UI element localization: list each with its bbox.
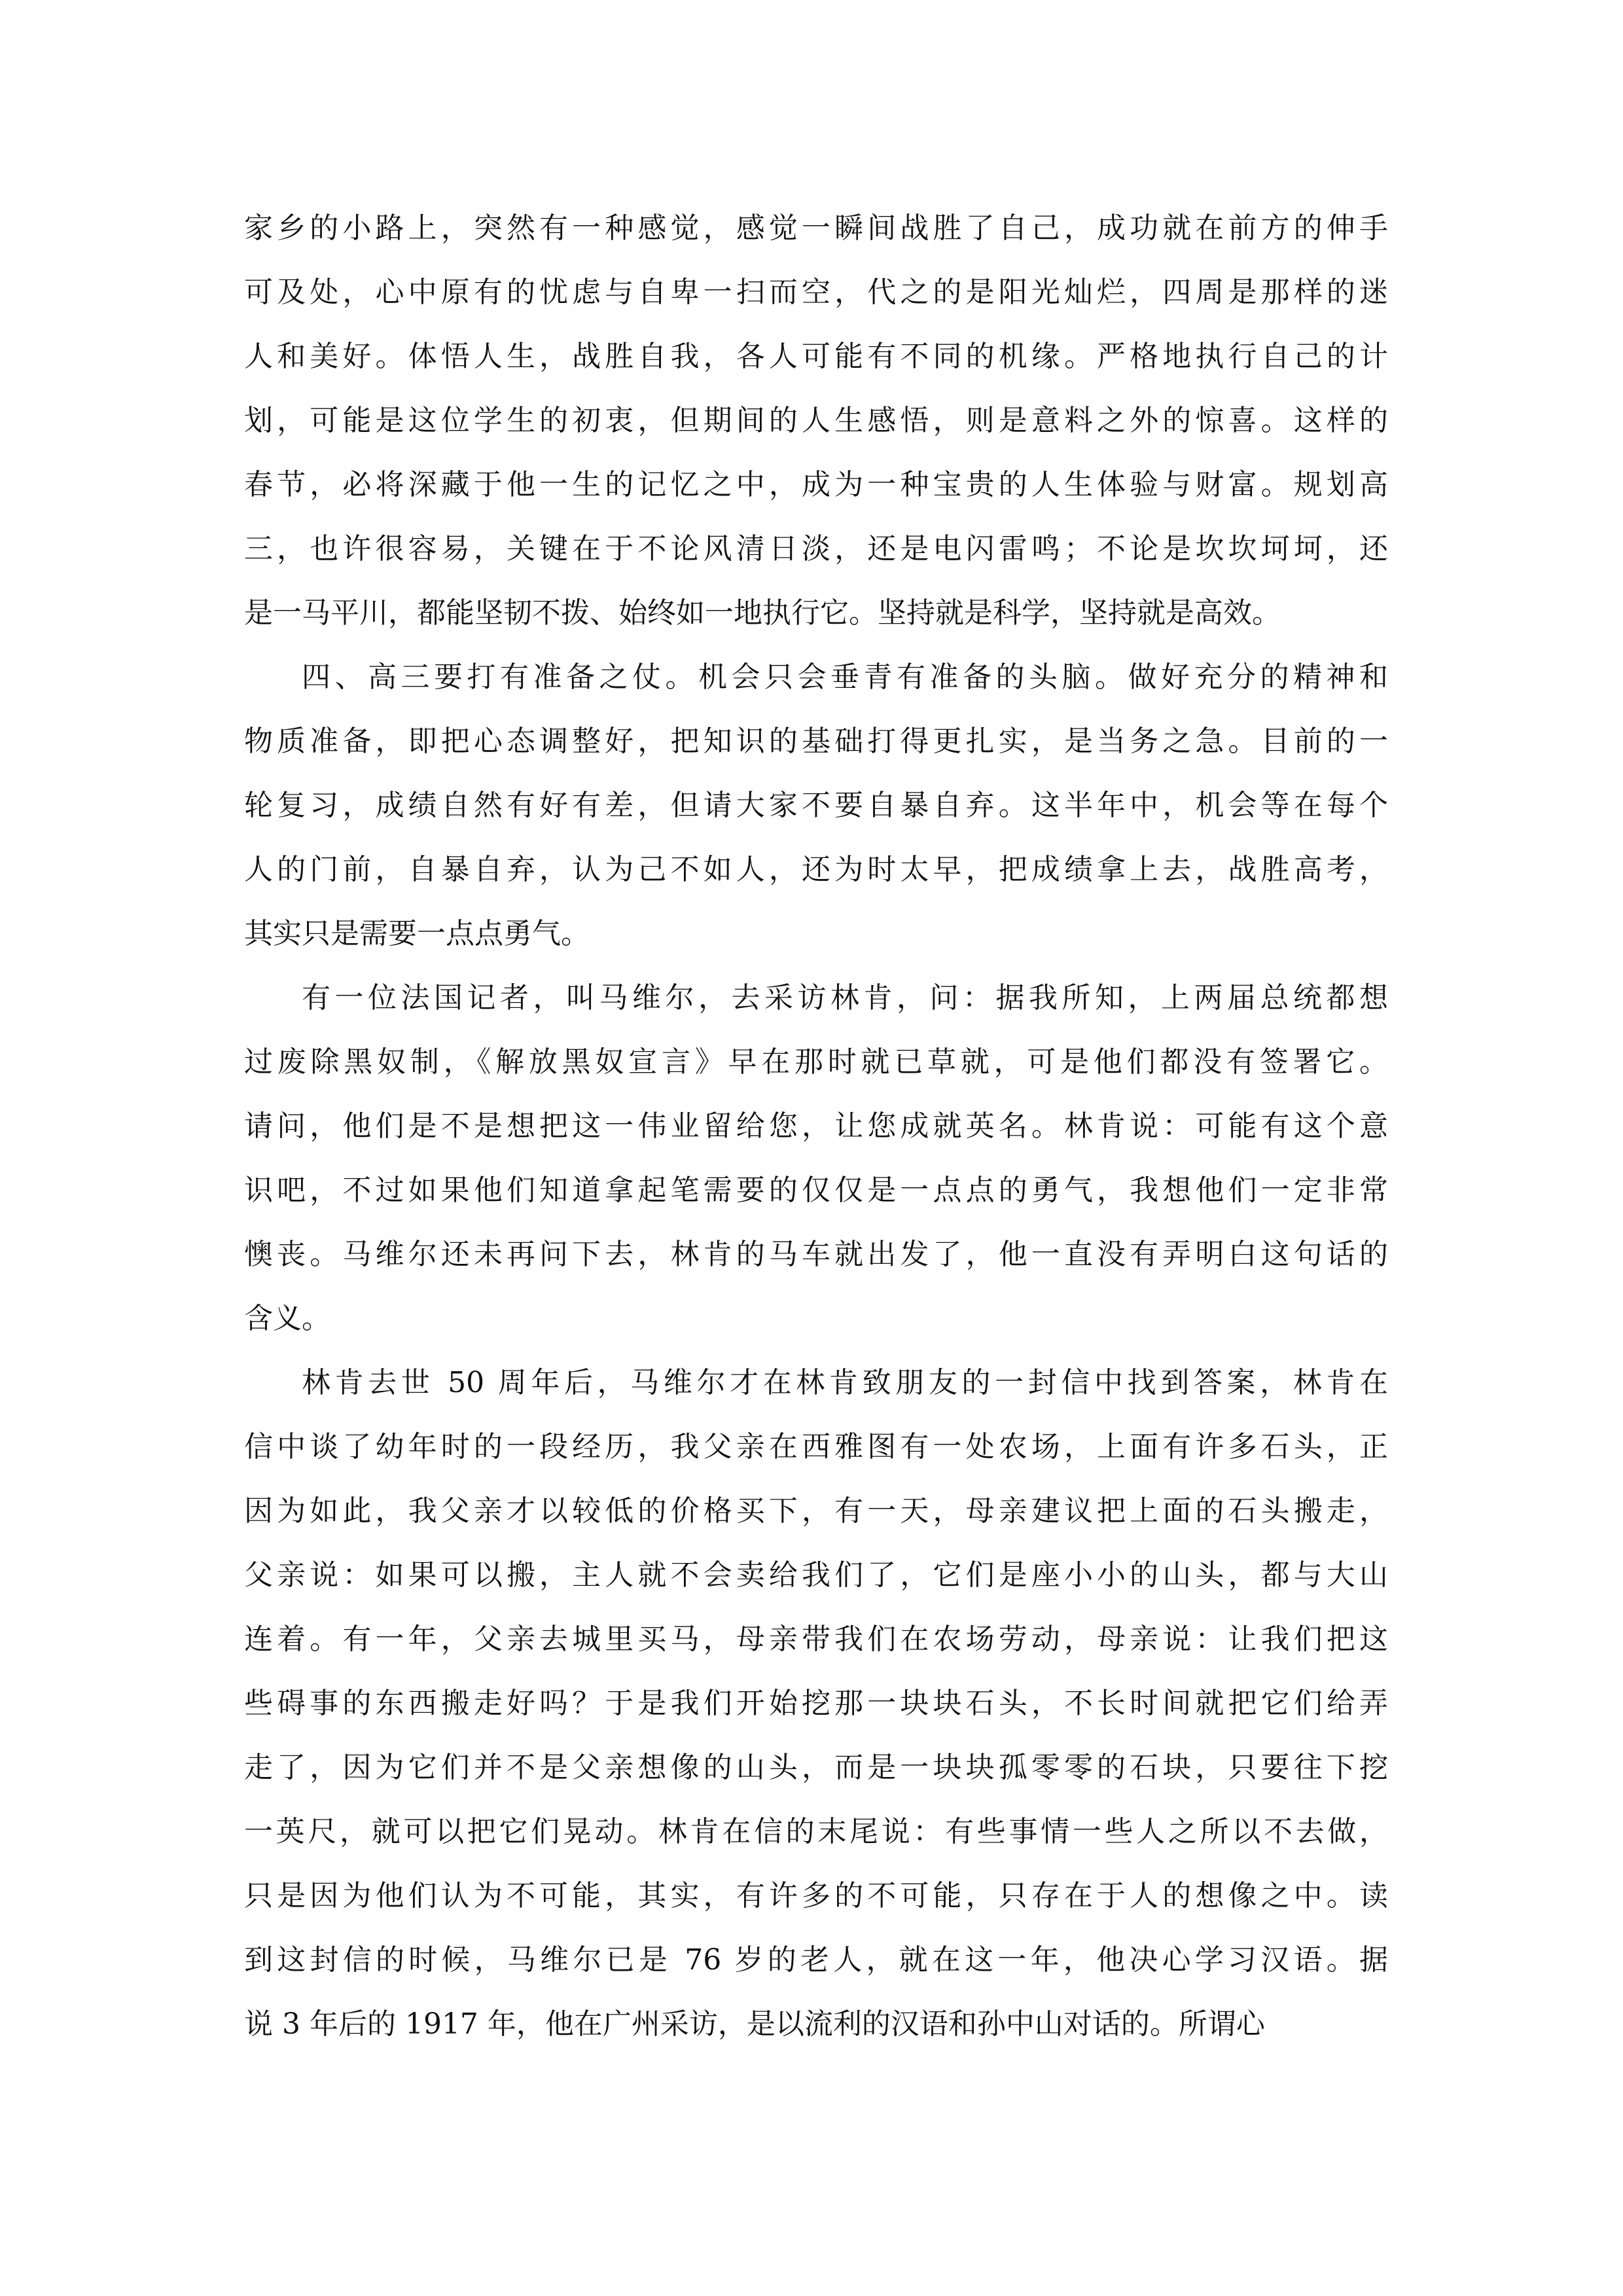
text-line: 人和美好。体悟人生，战胜自我，各人可能有不同的机缘。严格地执行自己的计 [244, 340, 1388, 373]
text-line: 说 3 年后的 1917 年，他在广州采访，是以流利的汉语和孙中山对话的。所谓心 [244, 2007, 1265, 2041]
text-line: 因为如此，我父亲才以较低的价格买下，有一天，母亲建议把上面的石头搬走， [244, 1494, 1388, 1528]
text-line: 到这封信的时候，马维尔已是 76 岁的老人，就在这一年，他决心学习汉语。据 [244, 1943, 1388, 1977]
text-line: 四、高三要打有准备之仗。机会只会垂青有准备的头脑。做好充分的精神和 [302, 660, 1388, 694]
text-line: 划，可能是这位学生的初衷，但期间的人生感悟，则是意料之外的惊喜。这样的 [244, 404, 1388, 437]
text-line: 轮复习，成绩自然有好有差，但请大家不要自暴自弃。这半年中，机会等在每个 [244, 789, 1388, 822]
text-line: 一英尺，就可以把它们晃动。林肯在信的末尾说：有些事情一些人之所以不去做， [244, 1815, 1388, 1848]
text-line: 是一马平川，都能坚韧不拨、始终如一地执行它。坚持就是科学，坚持就是高效。 [244, 596, 1281, 630]
text-line: 识吧，不过如果他们知道拿起笔需要的仅仅是一点点的勇气，我想他们一定非常 [244, 1174, 1388, 1207]
text-line: 些碍事的东西搬走好吗？于是我们开始挖那一块块石头，不长时间就把它们给弄 [244, 1687, 1388, 1720]
body-text [244, 196, 1388, 2056]
text-line: 信中谈了幼年时的一段经历，我父亲在西雅图有一处农场，上面有许多石头，正 [244, 1430, 1388, 1463]
text-line: 请问，他们是不是想把这一伟业留给您，让您成就英名。林肯说：可能有这个意 [244, 1109, 1388, 1143]
paragraph [244, 966, 1388, 1351]
paragraph [244, 1351, 1388, 2056]
paragraph [244, 645, 1388, 966]
text-line: 只是因为他们认为不可能，其实，有许多的不可能，只存在于人的想像之中。读 [244, 1879, 1388, 1912]
text-line: 含义。 [244, 1302, 330, 1335]
text-line: 父亲说：如果可以搬，主人就不会卖给我们了，它们是座小小的山头，都与大山 [244, 1558, 1388, 1592]
paragraph [244, 196, 1388, 645]
text-line: 其实只是需要一点点勇气。 [244, 917, 590, 950]
text-line: 物质准备，即把心态调整好，把知识的基础打得更扎实，是当务之急。目前的一 [244, 725, 1388, 758]
text-line: 懊丧。马维尔还未再问下去，林肯的马车就出发了，他一直没有弄明白这句话的 [244, 1238, 1388, 1271]
text-line: 连着。有一年，父亲去城里买马，母亲带我们在农场劳动，母亲说：让我们把这 [244, 1623, 1388, 1656]
text-line: 可及处，心中原有的忧虑与自卑一扫而空，代之的是阳光灿烂，四周是那样的迷 [244, 276, 1388, 309]
text-line: 走了，因为它们并不是父亲想像的山头，而是一块块孤零零的石块，只要往下挖 [244, 1751, 1388, 1784]
text-line: 有一位法国记者，叫马维尔，去采访林肯，问：据我所知，上两届总统都想 [302, 981, 1388, 1014]
text-line: 过废除黑奴制，《解放黑奴宣言》早在那时就已草就，可是他们都没有签署它。 [244, 1045, 1388, 1079]
text-line: 三，也许很容易，关键在于不论风清日淡，还是电闪雷鸣；不论是坎坎坷坷，还 [244, 532, 1388, 565]
text-line: 人的门前，自暴自弃，认为己不如人，还为时太早，把成绩拿上去，战胜高考， [244, 853, 1388, 886]
text-line: 家乡的小路上，突然有一种感觉，感觉一瞬间战胜了自己，成功就在前方的伸手 [244, 211, 1388, 245]
text-line: 春节，必将深藏于他一生的记忆之中，成为一种宝贵的人生体验与财富。规划高 [244, 468, 1388, 501]
text-line: 林肯去世 50 周年后，马维尔才在林肯致朋友的一封信中找到答案，林肯在 [302, 1366, 1388, 1399]
